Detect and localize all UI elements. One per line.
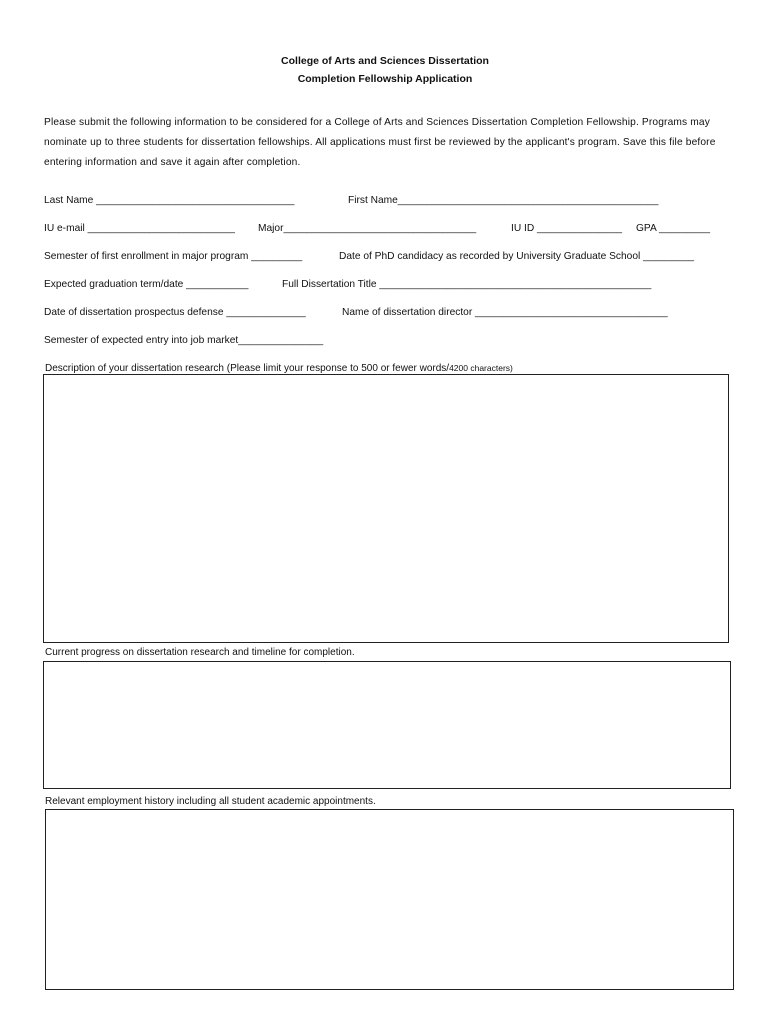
description-textbox[interactable] (43, 374, 729, 643)
dissertation-title-field[interactable]: Full Dissertation Title ________________________________________________ (282, 279, 652, 290)
prospectus-defense-field[interactable]: Date of dissertation prospectus defense ______________ (44, 307, 306, 318)
expected-graduation-field[interactable]: Expected graduation term/date ___________ (44, 279, 249, 290)
employment-textbox[interactable] (45, 809, 734, 990)
major-field[interactable]: Major__________________________________ (258, 223, 477, 234)
job-market-field[interactable]: Semester of expected entry into job market_______________ (44, 335, 324, 346)
iu-id-field[interactable]: IU ID _______________ (511, 223, 623, 234)
form-title-line-1: College of Arts and Sciences Dissertation (281, 55, 489, 67)
description-label-limit: 4200 characters) (449, 363, 513, 373)
progress-label: Current progress on dissertation research and timeline for completion. (45, 647, 355, 658)
dissertation-director-field[interactable]: Name of dissertation director __________________________________ (342, 307, 668, 318)
phd-candidacy-field[interactable]: Date of PhD candidacy as recorded by University Graduate School _________ (339, 251, 695, 262)
form-title (0, 52, 770, 88)
intro-paragraph: Please submit the following information to be considered for a College of Arts and Sciences Dissertation Completion Fellowship. Programs may nominate up to three students for dissertation fellowships. All applications must first be reviewed by the applicant's program. Save this file before entering information and save it again after completion. (44, 117, 716, 168)
semester-first-enrollment-field[interactable]: Semester of first enrollment in major program _________ (44, 251, 303, 262)
description-label-text: Description of your dissertation research (Please limit your response to 500 or fewer words/ (45, 363, 450, 374)
progress-textbox[interactable] (43, 661, 731, 789)
first-name-field[interactable]: First Name______________________________________________ (348, 195, 659, 206)
gpa-field[interactable]: GPA _________ (636, 223, 711, 234)
form-title-line-2: Completion Fellowship Application (297, 73, 473, 85)
iu-email-field[interactable]: IU e-mail __________________________ (44, 223, 235, 234)
employment-label: Relevant employment history including all student academic appointments. (45, 796, 376, 807)
last-name-field[interactable]: Last Name ___________________________________ (44, 195, 295, 206)
